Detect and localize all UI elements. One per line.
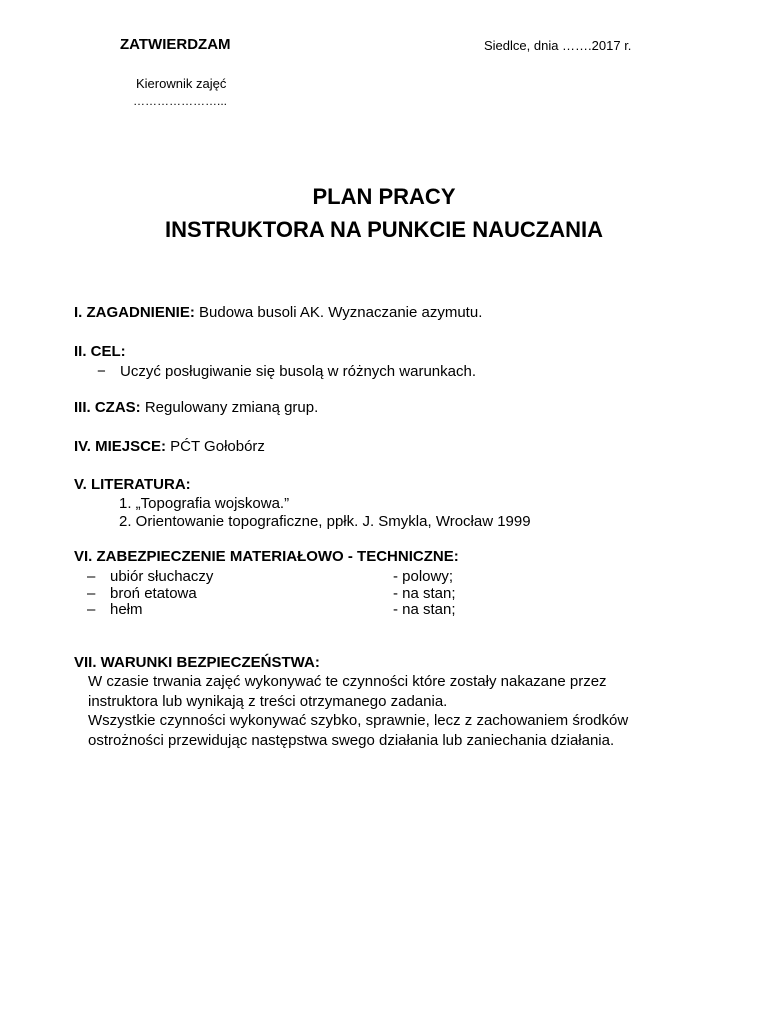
bullet-icon: − xyxy=(97,363,106,380)
equipment-item: ubiór słuchaczy xyxy=(110,568,214,585)
section-time xyxy=(74,399,318,416)
bullet-icon: – xyxy=(87,585,96,602)
section-topic xyxy=(74,304,482,321)
section-equipment-label: VI. ZABEZPIECZENIE MATERIAŁOWO - TECHNICZNE: xyxy=(74,548,459,565)
section-literature-label: V. LITERATURA: xyxy=(74,476,191,493)
section-text: Regulowany zmianą grup. xyxy=(144,399,319,416)
place-date: Siedlce, dnia …….2017 r. xyxy=(484,38,632,53)
safety-line: ostrożności przewidując następstwa swego działania lub zaniechania działania. xyxy=(88,732,615,749)
section-label: IV. MIEJSCE: xyxy=(74,438,166,455)
section-text: PĆT Gołobórz xyxy=(170,438,265,455)
equipment-item: broń etatowa xyxy=(110,585,197,602)
section-label: I. ZAGADNIENIE: xyxy=(74,304,195,321)
equipment-value: - na stan; xyxy=(393,601,456,618)
section-text: Budowa busoli AK. Wyznaczanie azymutu. xyxy=(199,304,483,321)
section-goal-label: II. CEL: xyxy=(74,343,126,360)
safety-line: Wszystkie czynności wykonywać szybko, sprawnie, lecz z zachowaniem środków xyxy=(88,712,629,729)
document-title-line2: INSTRUKTORA NA PUNKCIE NAUCZANIA xyxy=(165,217,603,242)
section-place xyxy=(74,438,265,455)
bullet-icon: – xyxy=(87,568,96,585)
signature-dots: …………………... xyxy=(133,94,228,108)
literature-item: 1. „Topografia wojskowa.” xyxy=(119,495,290,512)
manager-label: Kierownik zajęć xyxy=(136,76,227,91)
safety-line: instruktora lub wynikają z treści otrzymanego zadania. xyxy=(88,693,448,710)
goal-item: Uczyć posługiwanie się busolą w różnych warunkach. xyxy=(120,363,477,380)
section-label: III. CZAS: xyxy=(74,399,141,416)
section-safety-label: VII. WARUNKI BEZPIECZEŃSTWA: xyxy=(74,654,320,671)
equipment-value: - na stan; xyxy=(393,585,456,602)
safety-line: W czasie trwania zajęć wykonywać te czynności które zostały nakazane przez xyxy=(88,673,607,690)
document-title-line1: PLAN PRACY xyxy=(312,184,456,209)
equipment-item: hełm xyxy=(110,601,143,618)
equipment-value: - polowy; xyxy=(393,568,454,585)
literature-item: 2. Orientowanie topograficzne, ppłk. J. Smykla, Wrocław 1999 xyxy=(119,513,531,530)
bullet-icon: – xyxy=(87,601,96,618)
approval-heading: ZATWIERDZAM xyxy=(120,36,231,53)
